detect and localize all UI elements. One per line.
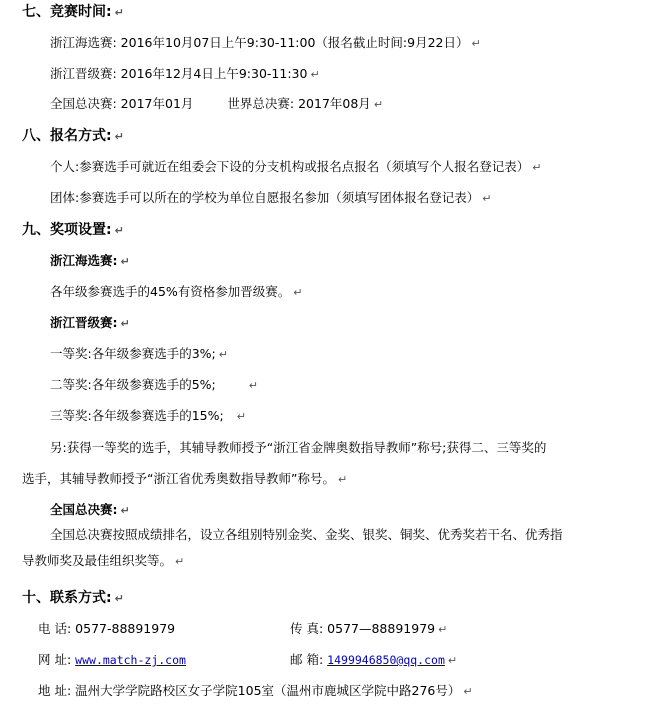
prize-first (50, 346, 228, 363)
national-final-awards-text-2: 导教师奖及最佳组织奖等。 (22, 553, 173, 568)
schedule-zhejiang-prelim (50, 35, 481, 52)
fax-label: 传 真: (290, 621, 324, 636)
prize-second (50, 377, 258, 394)
phone-value: 0577-88891979 (75, 621, 176, 636)
schedule-zhejiang-promotion-text: 浙江晋级赛: 2016年12月4日上午9:30-11:30 (50, 66, 308, 81)
teacher-award-note-text-2: 选手，其辅导教师授予“浙江省优秀奥数指导教师”称号。 (22, 471, 335, 486)
section-8-title: 八、报名方式: (22, 128, 112, 144)
website-link[interactable]: www.match-zj.com (75, 653, 186, 667)
contact-fax-row (290, 621, 447, 638)
phone-label: 电 话: (38, 621, 72, 636)
subheading-zhejiang-prelim-text: 浙江海选赛: (50, 253, 118, 268)
section-10-title: 十、联系方式: (22, 590, 112, 606)
subheading-national-final-text: 全国总决赛: (50, 502, 118, 517)
paragraph-mark-icon: ↵ (218, 348, 228, 361)
subheading-zhejiang-promotion (50, 315, 130, 332)
paragraph-mark-icon: ↵ (532, 161, 542, 174)
section-7-title: 七、竞赛时间: (22, 4, 112, 20)
website-label: 网 址: (38, 652, 72, 667)
teacher-award-note-line-2 (22, 471, 347, 488)
schedule-world-final-text: 世界总决赛: 2017年08月 (227, 96, 371, 111)
schedule-finals (50, 96, 383, 113)
contact-phone-row (38, 621, 175, 637)
paragraph-mark-icon: ↵ (310, 68, 320, 81)
registration-group-text: 团体:参赛选手可以所在的学校为单位自愿报名参加（须填写团体报名登记表） (50, 190, 480, 205)
paragraph-mark-icon: ↵ (438, 623, 448, 636)
email-label: 邮 箱: (290, 652, 324, 667)
paragraph-mark-icon: ↵ (175, 555, 185, 568)
prize-first-text: 一等奖:各年级参赛选手的3%; (50, 346, 216, 361)
paragraph-mark-icon: ↵ (120, 504, 130, 517)
section-7-heading (22, 4, 124, 21)
prize-second-text: 二等奖:各年级参赛选手的5%; (50, 377, 216, 392)
paragraph-mark-icon: ↵ (236, 410, 246, 423)
address-value: 温州大学学院路校区女子学院105室（温州市鹿城区学院中路276号） (75, 683, 461, 698)
section-8-heading (22, 128, 124, 145)
paragraph-mark-icon: ↵ (471, 37, 481, 50)
prize-third-text: 三等奖:各年级参赛选手的15%; (50, 408, 224, 423)
paragraph-mark-icon: ↵ (463, 685, 473, 698)
national-final-awards-line-2 (22, 553, 184, 570)
prelim-qualification (50, 284, 303, 301)
schedule-zhejiang-promotion (50, 66, 320, 83)
contact-email-row (290, 652, 457, 669)
prelim-qualification-text: 各年级参赛选手的45%有资格参加晋级赛。 (50, 284, 291, 299)
address-label: 地 址: (38, 683, 72, 698)
teacher-award-note-text-1: 另:获得一等奖的选手，其辅导教师授予“浙江省金牌奥数指导教师”称号;获得二、三等奖的 (50, 440, 547, 455)
schedule-zhejiang-prelim-text: 浙江海选赛: 2016年10月07日上午9:30-11:00（报名截止时间:9月22日） (50, 35, 469, 50)
national-final-awards-text-1: 全国总决赛按照成绩排名，设立各组别特别金奖、金奖、银奖、铜奖、优秀奖若干名、优秀指 (50, 527, 563, 542)
registration-group (50, 190, 491, 207)
section-9-heading (22, 222, 124, 239)
contact-address-row (38, 683, 473, 700)
paragraph-mark-icon: ↵ (373, 98, 384, 111)
paragraph-mark-icon: ↵ (293, 286, 303, 299)
paragraph-mark-icon: ↵ (114, 224, 124, 237)
paragraph-mark-icon: ↵ (120, 317, 130, 330)
contact-website-row (38, 652, 186, 668)
registration-individual-text: 个人:参赛选手可就近在组委会下设的分支机构或报名点报名（须填写个人报名登记表） (50, 159, 530, 174)
paragraph-mark-icon: ↵ (120, 255, 130, 268)
national-final-awards-line-1 (50, 527, 563, 543)
paragraph-mark-icon: ↵ (114, 6, 124, 19)
paragraph-mark-icon: ↵ (114, 592, 124, 605)
teacher-award-note-line-1 (50, 440, 546, 456)
paragraph-mark-icon: ↵ (482, 192, 492, 205)
paragraph-mark-icon: ↵ (114, 130, 124, 143)
paragraph-mark-icon: ↵ (337, 473, 348, 486)
paragraph-mark-icon: ↵ (248, 379, 258, 392)
registration-individual (50, 159, 541, 176)
section-10-heading (22, 590, 124, 607)
subheading-national-final (50, 502, 130, 519)
subheading-zhejiang-promotion-text: 浙江晋级赛: (50, 315, 118, 330)
schedule-national-final-text: 全国总决赛: 2017年01月 (50, 96, 194, 111)
subheading-zhejiang-prelim (50, 253, 130, 270)
email-link[interactable]: 1499946850@qq.com (327, 653, 445, 667)
section-9-title: 九、奖项设置: (22, 222, 112, 238)
prize-third (50, 408, 246, 425)
fax-value: 0577—88891979 (327, 621, 436, 636)
paragraph-mark-icon: ↵ (447, 654, 458, 667)
